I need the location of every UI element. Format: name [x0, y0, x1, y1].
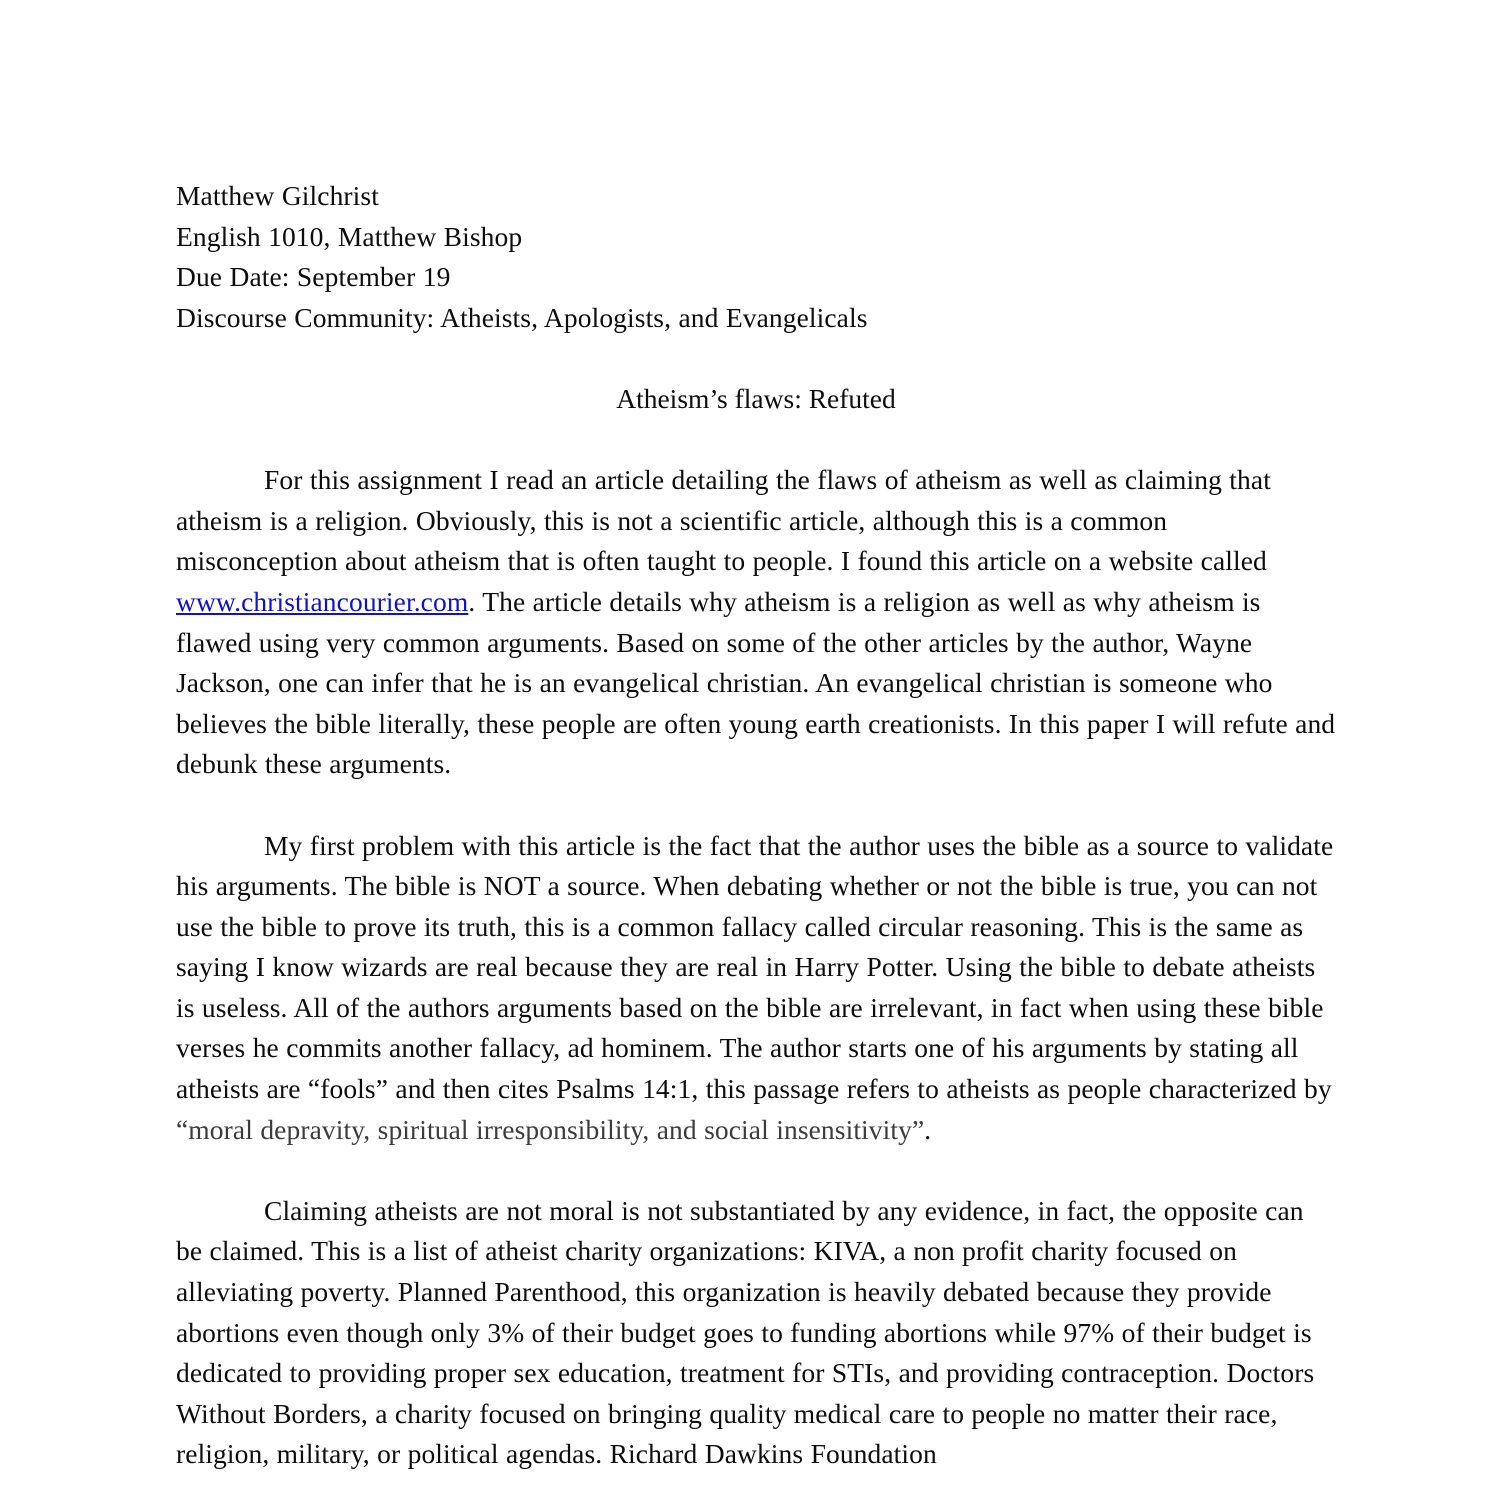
text-column: [176, 176, 1336, 1475]
heading-line-discourse-community: Discourse Community: Atheists, Apologists, and Evangelicals: [176, 301, 868, 333]
heading-line-due-date: Due Date: September 19: [176, 261, 451, 293]
paragraph-1-text-after-link: . The article details why atheism is a religion as well as why atheism is flawed using very common arguments. Based on some of the other articles by the author, Wayne Jackson, one can infer that he is an evangelical christian. An evangelical christian is someone who believes the bible literally, these people are often young earth creationists. In this paper I will refute and debunk these arguments.: [176, 585, 1336, 780]
body-paragraph-2: [176, 826, 1336, 1151]
body-paragraph-3: [176, 1191, 1336, 1475]
psalms-quotation: “moral depravity, spiritual irresponsibility, and social insensitivity”: [176, 1113, 925, 1145]
heading-line-student-name: Matthew Gilchrist: [176, 180, 379, 211]
body-paragraph-1: [176, 460, 1336, 785]
paragraph-3-text: Claiming atheists are not moral is not substantiated by any evidence, in fact, the opposite can be claimed. This is a list of atheist charity organizations: KIVA, a non profit charity focused on alleviating poverty. Planned Parenthood, this organization is heavily debated because they provide abortions even though only 3% of their budget goes to funding abortions while 97% of their budget is dedicated to providing proper sex education, treatment for STIs, and providing contraception. Doctors Without Borders, a charity focused on bringing quality medical care to people no matter their race, religion, military, or political agendas. Richard Dawkins Foundation: [176, 1194, 1315, 1470]
paragraph-1-text-before-link: For this assignment I read an article detailing the flaws of atheism as well as claiming that atheism is a religion. Obviously, this is not a scientific article, although this is a common misconception about atheism that is often taught to people. I found this article on a website called: [176, 464, 1271, 577]
christiancourier-link[interactable]: www.christiancourier.com: [176, 585, 469, 617]
heading-line-course-instructor: English 1010, Matthew Bishop: [176, 220, 523, 252]
paragraph-2-text-after-quote: .: [924, 1113, 932, 1145]
document-title: Atheism’s flaws: Refuted: [616, 382, 896, 414]
paragraph-2-text-before-quote: My first problem with this article is the fact that the author uses the bible as a source to validate his arguments. The bible is NOT a source. When debating whether or not the bible is true, you can not use the bible to prove its truth, this is a common fallacy called circular reasoning. This is the same as saying I know wizards are real because they are real in Harry Potter. Using the bible to debate atheists is useless. All of the authors arguments based on the bible are irrelevant, in fact when using these bible verses he commits another fallacy, ad hominem. The author starts one of his arguments by stating all atheists are “fools” and then cites Psalms 14:1, this passage refers to atheists as people characterized by: [176, 829, 1334, 1105]
mla-heading-block: [176, 176, 1336, 338]
title-block: [176, 379, 1336, 420]
